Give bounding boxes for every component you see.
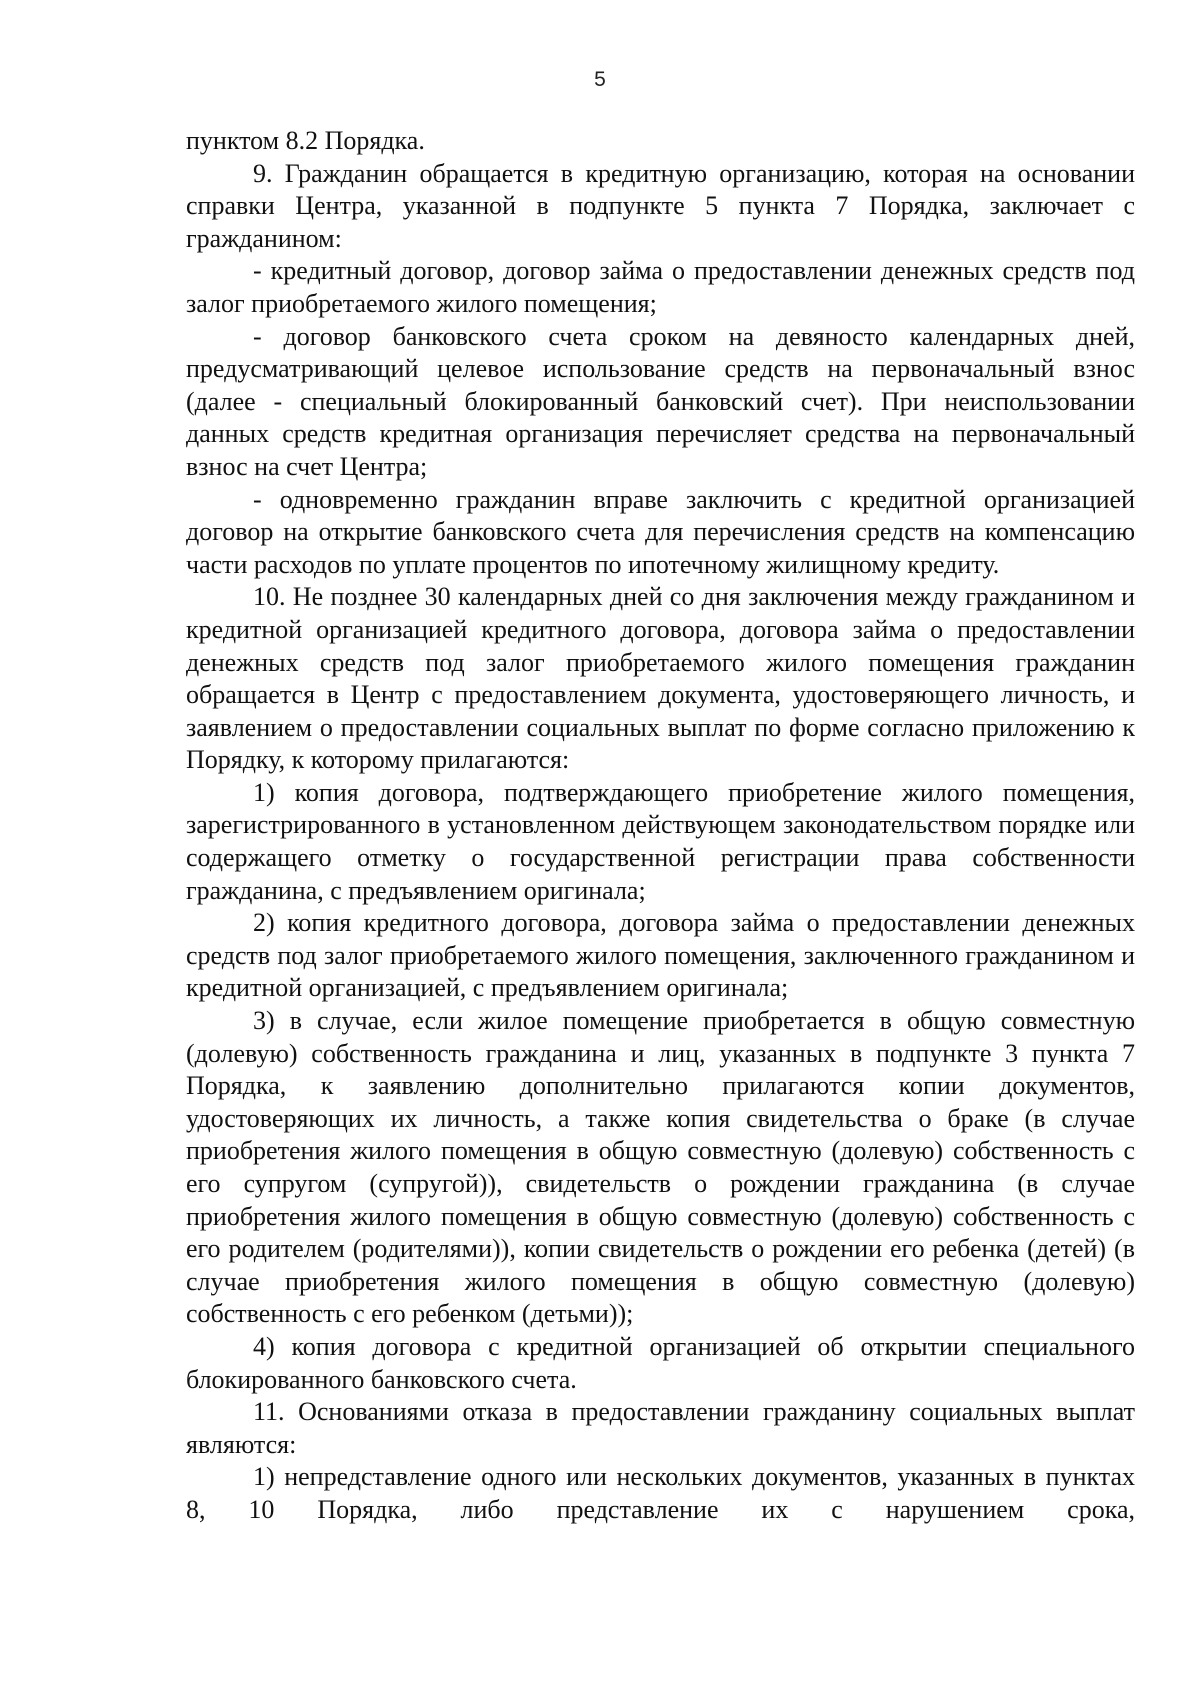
paragraph: 3) в случае, если жилое помещение приобретается в общую совместную (долевую) собственность гражданина и лиц, указанных в подпункте 3 пункта 7 Порядка, к заявлению дополнительно прилагаются копии документов, удостоверяющих их личность, а также копия свидетельства о браке (в случае приобретения жилого помещения в общую совместную (долевую) собственность с его супругом (супругой)), свидетельств о рождении гражданина (в случае приобретения жилого помещения в общую совместную (долевую) собственность с его родителем (родителями)), копии свидетельств о рождении его ребенка (детей) (в случае приобретения жилого помещения в общую совместную (долевую) собственность с его ребенком (детьми));	[186, 1006, 1135, 1329]
document-body	[186, 125, 1135, 1527]
paragraph: 11. Основаниями отказа в предоставлении гражданину социальных выплат являются:	[186, 1397, 1135, 1459]
paragraph: пунктом 8.2 Порядка.	[186, 126, 425, 155]
paragraph: 2) копия кредитного договора, договора займа о предоставлении денежных средств под залог приобретаемого жилого помещения, заключенного гражданином и кредитной организацией, с предъявлением оригинала;	[186, 908, 1135, 1003]
paragraph: 9. Гражданин обращается в кредитную организацию, которая на основании справки Центра, указанной в подпункте 5 пункта 7 Порядка, заключает с гражданином:	[186, 158, 1135, 253]
paragraph: - договор банковского счета сроком на девяносто календарных дней, предусматривающий целевое использование средств на первоначальный взнос (далее - специальный блокированный банковский счет). При неиспользовании данных средств кредитная организация перечисляет средства на первоначальный взнос на счет Центра;	[186, 321, 1135, 481]
paragraph: 1) копия договора, подтверждающего приобретение жилого помещения, зарегистрированного в установленном действующем законодательством порядке или содержащего отметку о государственной регистрации права собственности гражданина, с предъявлением оригинала;	[186, 777, 1135, 905]
paragraph: 4) копия договора с кредитной организацией об открытии специального блокированного банковского счета.	[186, 1331, 1135, 1394]
paragraph: - одновременно гражданин вправе заключить с кредитной организацией договор на открытие банковского счета для перечисления средств на компенсацию части расходов по уплате процентов по ипотечному жилищному кредиту.	[186, 484, 1135, 579]
paragraph: - кредитный договор, договор займа о предоставлении денежных средств под залог приобретаемого жилого помещения;	[186, 256, 1135, 318]
page-number: 5	[594, 68, 606, 91]
paragraph: 1) непредставление одного или нескольких документов, указанных в пунктах 8, 10 Порядка, либо представление их с нарушением срока,	[186, 1462, 1135, 1524]
paragraph: 10. Не позднее 30 календарных дней со дня заключения между гражданином и кредитной организацией кредитного договора, договора займа о предоставлении денежных средств под залог приобретаемого жилого помещения гражданин обращается в Центр с предоставлением документа, удостоверяющего личность, и заявлением о предоставлении социальных выплат по форме согласно приложению к Порядку, к которому прилагаются:	[186, 582, 1135, 775]
